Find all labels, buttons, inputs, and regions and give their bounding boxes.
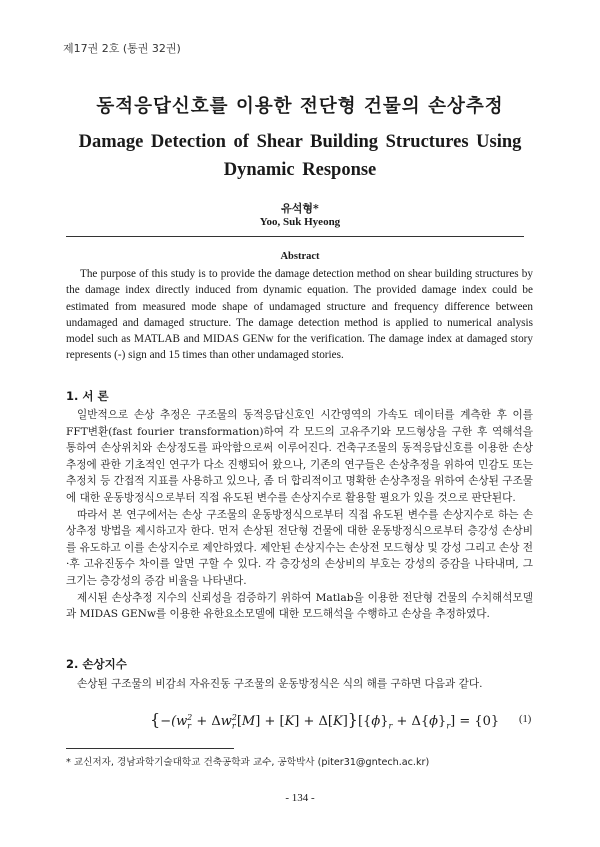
abstract-heading: Abstract bbox=[280, 251, 320, 262]
header-divider bbox=[66, 236, 524, 237]
page-number: - 134 - bbox=[285, 792, 315, 804]
equation-number: (1) bbox=[519, 714, 532, 725]
footnote-divider bbox=[66, 748, 234, 749]
section-heading-damage-index: 2. 손상지수 bbox=[66, 657, 127, 671]
paragraph: 일반적으로 손상 추정은 구조물의 동적응답신호인 시간영역의 가속도 데이터를 계측한 후 이를 FFT변환(fast fourier transformation)하여 각 모드의 고유주기와 모드형상을 구한 후 역해석을 통하여 손상위치와 손상정도를 파악함으로써 이루어진다. 건축구조물의 동적응답신호를 이용한 손상추정에 관한 기초적인 연구가 다소 진행되어 왔으나, 기존의 연구들은 손상추정을 위하여 민감도 또는 추정치 등 간접적 지표를 사용하고 있으나, 좀 더 합리적이고 명확한 손상추정을 위하여 손상된 구조물에 대한 운동방정식으로부터 직접 유도된 변수를 손상지수로 활용할 필요가 있을 것으로 판단된다. bbox=[66, 409, 533, 504]
paragraph: 손상된 구조물의 비감쇠 자유진동 구조물의 운동방정식은 식의 해를 구하면 다음과 같다. bbox=[77, 678, 483, 690]
author-name-korean: 유석형* bbox=[281, 202, 319, 215]
author-name-english: Yoo, Suk Hyeong bbox=[259, 216, 341, 228]
journal-volume-info: 제17권 2호 (통권 32권) bbox=[63, 42, 181, 55]
paper-title-korean: 동적응답신호를 이용한 전단형 건물의 손상추정 bbox=[96, 96, 504, 117]
paragraph: 따라서 본 연구에서는 손상 구조물의 운동방정식으로부터 직접 유도된 변수를 손상지수로 하는 손상추정 방법을 제시하고자 한다. 먼저 손상된 전단형 건물에 대한 운동방정식으로부터 층강성 손상비를 유도하고 이를 손상지수로 제안하였다. 제안된 손상지수는 손상전 모드형상 및 강성 그리고 손상 전·후 고유진동수 차이를 알면 구할 수 있다. 각 층강성의 손상비의 부호는 강성의 증감을 나타내며, 그 크기는 층강성의 증감 비율을 나타낸다. bbox=[66, 508, 533, 587]
section-heading-introduction: 1. 서 론 bbox=[66, 389, 109, 403]
section-body-damage-index bbox=[66, 676, 533, 693]
section-body-introduction bbox=[66, 407, 533, 623]
paragraph: 제시된 손상추정 지수의 신뢰성을 검증하기 위하여 Matlab을 이용한 전단형 건물의 수치해석모델과 MIDAS GENw를 이용한 유한요소모델에 대한 모드해석을 수행하고 손상을 추정하였다. bbox=[66, 591, 533, 621]
corresponding-author-footnote: * 교신저자, 경남과학기술대학교 건축공학과 교수, 공학박사 (piter31@gntech.ac.kr) bbox=[66, 757, 430, 768]
equation-1: {$-(w_r^2 + \Delta w_r^2[M] + [K] + \Delta[K]\}[\{\phi\}_r + \Delta\{\phi\}_r] = \{0\}$ bbox=[150, 710, 500, 731]
abstract-text: The purpose of this study is to provide the damage detection method on shear building structures by the damage index directly induced from dynamic equation. The provided damage index could be estimated from measured mode shape of undamaged structure and frequency difference between undamaged and damaged structure. The damage detection method is applied to numerical analysis model such as MATLAB and MIDAS GENw for the verification. The damage index at damaged story represents (-) sign and 15 times than other undamaged stories. bbox=[66, 268, 533, 362]
paper-title-english: Damage Detection of Shear Building Structures Using Dynamic Response bbox=[78, 132, 522, 180]
